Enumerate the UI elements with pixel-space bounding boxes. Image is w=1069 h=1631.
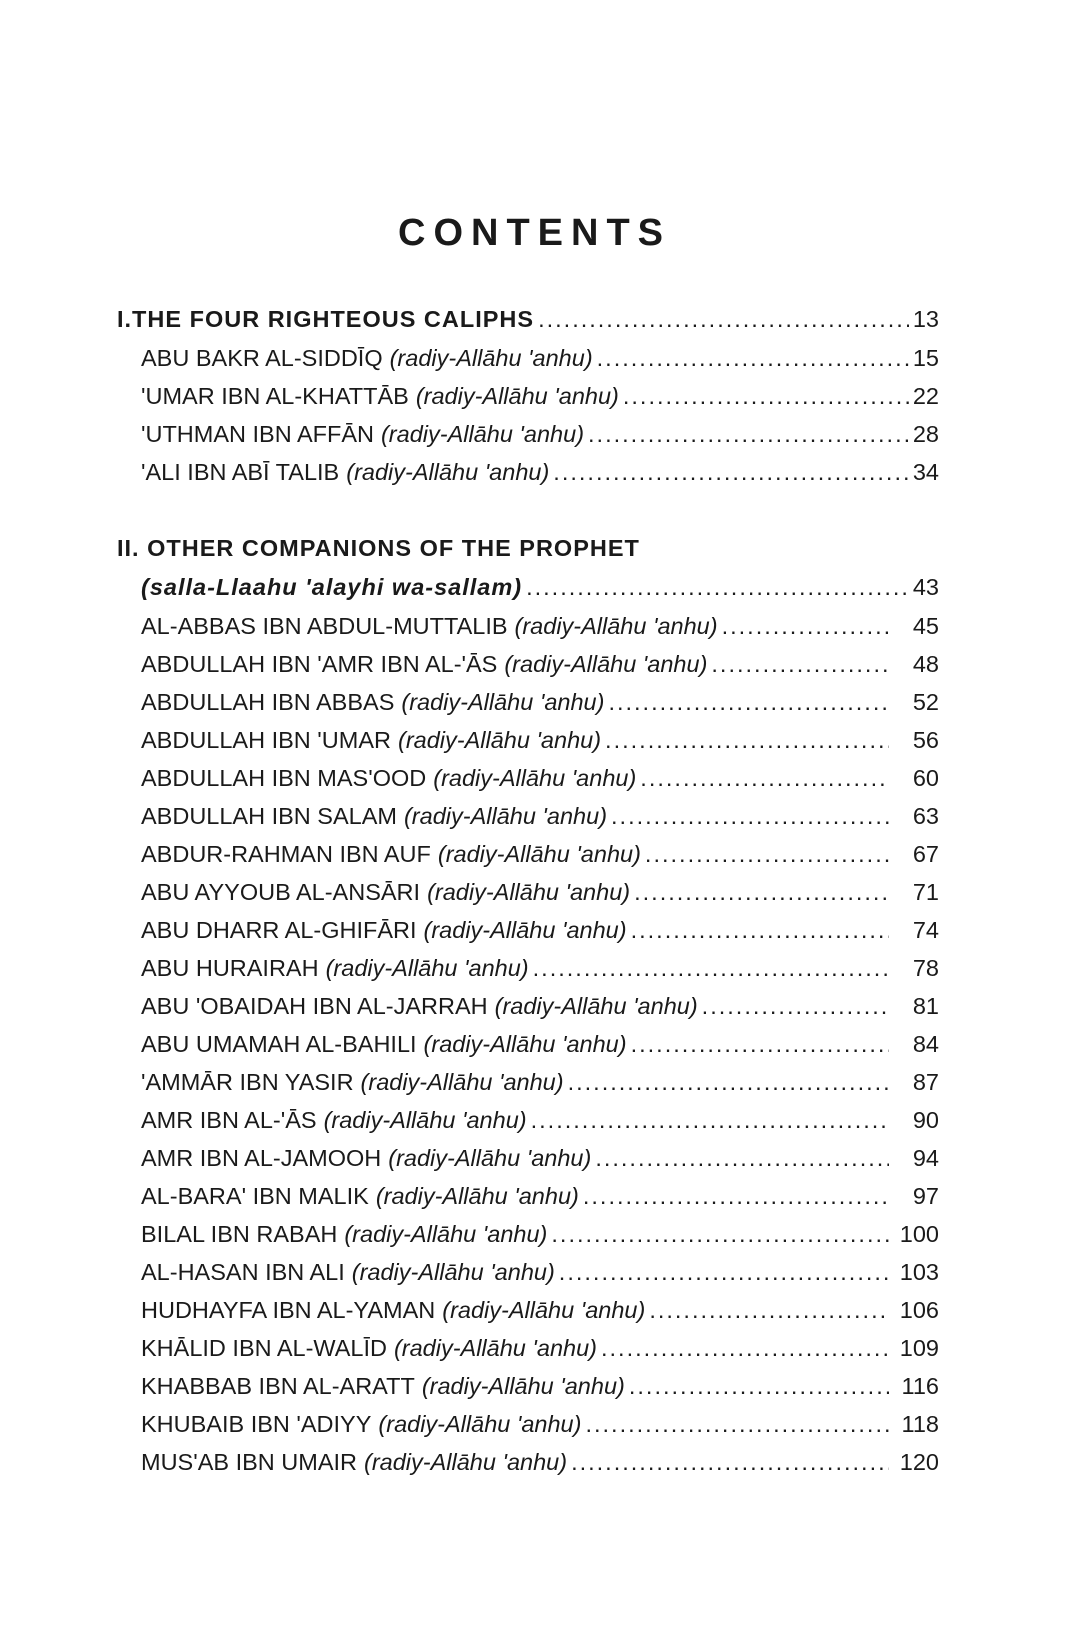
entry-name: ABDULLAH IBN 'UMAR <box>141 727 391 753</box>
entry-honorific: (radiy-Allāhu 'anhu) <box>437 841 641 867</box>
dot-leader <box>551 1219 889 1249</box>
toc-entry[interactable] <box>141 1371 939 1401</box>
entry-honorific: (radiy-Allāhu 'anhu) <box>375 1183 579 1209</box>
dot-leader <box>597 343 909 373</box>
toc-entry[interactable] <box>141 991 939 1021</box>
toc-entry[interactable] <box>141 1409 939 1439</box>
entry-honorific: (radiy-Allāhu 'anhu) <box>388 1145 592 1171</box>
section-heading-companions-line2[interactable] <box>141 572 939 602</box>
page-number: 22 <box>912 383 939 409</box>
entry-name: BILAL IBN RABAH <box>141 1221 338 1247</box>
dot-leader <box>533 953 889 983</box>
entry-honorific: (radiy-Allāhu 'anhu) <box>398 727 602 753</box>
toc-entry[interactable] <box>141 1333 939 1363</box>
entry-honorific: (radiy-Allāhu 'anhu) <box>401 689 605 715</box>
entry-honorific: (radiy-Allāhu 'anhu) <box>393 1335 597 1361</box>
dot-leader <box>623 381 909 411</box>
entry-honorific: (radiy-Allāhu 'anhu) <box>433 765 637 791</box>
entry-name: KHUBAIB IBN 'ADIYY <box>141 1411 372 1437</box>
page-number: 67 <box>912 841 939 867</box>
entry-honorific: (radiy-Allāhu 'anhu) <box>380 421 585 447</box>
entry-honorific: (radiy-Allāhu 'anhu) <box>323 1107 527 1133</box>
entry-name: ABDULLAH IBN SALAM <box>141 803 397 829</box>
dot-leader <box>711 649 889 679</box>
toc-entry[interactable] <box>141 419 939 449</box>
entry-name: ABDULLAH IBN 'AMR IBN AL-'ĀS <box>141 651 498 677</box>
page-number: 48 <box>912 651 939 677</box>
page-number: 116 <box>901 1373 939 1399</box>
toc-entry[interactable] <box>141 801 939 831</box>
toc-entry[interactable] <box>141 763 939 793</box>
entry-name: ABU HURAIRAH <box>141 955 319 981</box>
page-number: 34 <box>912 459 939 485</box>
entry-name: ABU UMAMAH AL-BAHILI <box>141 1031 417 1057</box>
entry-honorific: (radiy-Allāhu 'anhu) <box>346 459 550 485</box>
toc-entry[interactable] <box>141 839 939 869</box>
entry-honorific: (radiy-Allāhu 'anhu) <box>364 1449 568 1475</box>
page-number: 81 <box>912 993 939 1019</box>
section-title: I.THE FOUR RIGHTEOUS CALIPHS <box>117 306 535 332</box>
entry-name: KHĀLID IBN AL-WALĪD <box>141 1335 387 1361</box>
toc-entry[interactable] <box>141 877 939 907</box>
entry-name: ABDUR-RAHMAN IBN AUF <box>141 841 431 867</box>
entry-honorific: (radiy-Allāhu 'anhu) <box>421 1373 625 1399</box>
entry-name: ABU 'OBAIDAH IBN AL-JARRAH <box>141 993 488 1019</box>
page-number: 97 <box>912 1183 939 1209</box>
dot-leader <box>640 763 889 793</box>
toc-entry[interactable] <box>141 1181 939 1211</box>
entry-name: 'UTHMAN IBN AFFĀN <box>141 421 374 447</box>
toc-entry[interactable] <box>141 1219 939 1249</box>
page-number: 45 <box>912 613 939 639</box>
page-title: CONTENTS <box>398 212 671 254</box>
section-heading-caliphs[interactable] <box>117 304 939 334</box>
dot-leader <box>631 1029 889 1059</box>
toc-entry[interactable] <box>141 725 939 755</box>
entry-honorific: (radiy-Allāhu 'anhu) <box>351 1259 555 1285</box>
page-number: 63 <box>912 803 939 829</box>
entry-honorific: (radiy-Allāhu 'anhu) <box>504 651 708 677</box>
toc-entry[interactable] <box>141 915 939 945</box>
entry-name: 'AMMĀR IBN YASIR <box>141 1069 354 1095</box>
entry-honorific: (radiy-Allāhu 'anhu) <box>423 1031 627 1057</box>
dot-leader <box>538 304 909 334</box>
dot-leader <box>649 1295 889 1325</box>
page-number: 84 <box>912 1031 939 1057</box>
dot-leader <box>553 457 909 487</box>
entry-honorific: (radiy-Allāhu 'anhu) <box>325 955 529 981</box>
entry-name: 'UMAR IBN AL-KHATTĀB <box>141 383 409 409</box>
toc-entry[interactable] <box>141 343 939 373</box>
page-number: 28 <box>912 421 939 447</box>
dot-leader <box>722 611 889 641</box>
toc-entry[interactable] <box>141 381 939 411</box>
entry-name: ABU DHARR AL-GHIFĀRI <box>141 917 417 943</box>
page-number: 103 <box>899 1259 939 1285</box>
dot-leader <box>526 572 909 602</box>
section-honorific: (salla-Llaahu 'alayhi wa-sallam) <box>141 574 523 600</box>
entry-name: 'ALI IBN ABĪ TALIB <box>141 459 340 485</box>
dot-leader <box>629 1371 889 1401</box>
page-number: 15 <box>912 345 939 371</box>
page-number: 100 <box>899 1221 939 1247</box>
page-number: 109 <box>899 1335 939 1361</box>
page-number: 78 <box>912 955 939 981</box>
toc-entry[interactable] <box>141 611 939 641</box>
entry-honorific: (radiy-Allāhu 'anhu) <box>514 613 718 639</box>
entry-honorific: (radiy-Allāhu 'anhu) <box>494 993 698 1019</box>
entry-name: KHABBAB IBN AL-ARATT <box>141 1373 415 1399</box>
section-heading-companions[interactable]: II. OTHER COMPANIONS OF THE PROPHET <box>117 535 640 561</box>
dot-leader <box>588 419 909 449</box>
entry-name: AL-HASAN IBN ALI <box>141 1259 345 1285</box>
entry-honorific: (radiy-Allāhu 'anhu) <box>403 803 608 829</box>
entry-honorific: (radiy-Allāhu 'anhu) <box>423 917 627 943</box>
entry-honorific: (radiy-Allāhu 'anhu) <box>378 1411 582 1437</box>
entry-name: AMR IBN AL-'ĀS <box>141 1107 317 1133</box>
toc-entry[interactable] <box>141 1143 939 1173</box>
page-number: 71 <box>912 879 939 905</box>
dot-leader <box>645 839 889 869</box>
dot-leader <box>605 725 889 755</box>
dot-leader <box>611 801 889 831</box>
dot-leader <box>571 1447 889 1477</box>
entry-name: ABDULLAH IBN MAS'OOD <box>141 765 427 791</box>
dot-leader <box>559 1257 889 1287</box>
entry-name: AL-BARA' IBN MALIK <box>141 1183 369 1209</box>
page-number: 94 <box>912 1145 939 1171</box>
entry-name: ABDULLAH IBN ABBAS <box>141 689 395 715</box>
page-number: 106 <box>899 1297 939 1323</box>
page-number: 56 <box>912 727 939 753</box>
toc-entry[interactable] <box>141 649 939 679</box>
page-number: 13 <box>912 306 939 332</box>
dot-leader <box>601 1333 889 1363</box>
toc-entry[interactable] <box>141 1295 939 1325</box>
dot-leader <box>595 1143 889 1173</box>
entry-honorific: (radiy-Allāhu 'anhu) <box>344 1221 548 1247</box>
entry-honorific: (radiy-Allāhu 'anhu) <box>442 1297 646 1323</box>
toc-entry[interactable] <box>141 1257 939 1287</box>
entry-name: ABU BAKR AL-SIDDĪQ <box>141 345 383 371</box>
dot-leader <box>634 877 889 907</box>
dot-leader <box>702 991 889 1021</box>
entry-name: AL-ABBAS IBN ABDUL-MUTTALIB <box>141 613 508 639</box>
dot-leader <box>583 1181 889 1211</box>
dot-leader <box>608 687 889 717</box>
page-number: 118 <box>901 1411 939 1437</box>
page-number: 87 <box>912 1069 939 1095</box>
entry-name: AMR IBN AL-JAMOOH <box>141 1145 382 1171</box>
page-number: 74 <box>912 917 939 943</box>
toc-entry[interactable] <box>141 687 939 717</box>
toc-entry[interactable] <box>141 1447 939 1477</box>
page-number: 52 <box>912 689 939 715</box>
page-number: 43 <box>912 574 939 600</box>
page-number: 60 <box>912 765 939 791</box>
entry-name: HUDHAYFA IBN AL-YAMAN <box>141 1297 436 1323</box>
dot-leader <box>568 1067 889 1097</box>
toc-entry[interactable] <box>141 953 939 983</box>
entry-honorific: (radiy-Allāhu 'anhu) <box>427 879 631 905</box>
page-number: 120 <box>899 1449 939 1475</box>
dot-leader <box>631 915 889 945</box>
entry-honorific: (radiy-Allāhu 'anhu) <box>360 1069 564 1095</box>
toc-entry[interactable] <box>141 457 939 487</box>
toc-entry[interactable] <box>141 1029 939 1059</box>
entry-name: MUS'AB IBN UMAIR <box>141 1449 358 1475</box>
toc-entry[interactable] <box>141 1067 939 1097</box>
entry-name: ABU AYYOUB AL-ANSĀRI <box>141 879 421 905</box>
dot-leader <box>531 1105 889 1135</box>
toc-entry[interactable] <box>141 1105 939 1135</box>
entry-honorific: (radiy-Allāhu 'anhu) <box>389 345 593 371</box>
page-number: 90 <box>912 1107 939 1133</box>
dot-leader <box>585 1409 889 1439</box>
entry-honorific: (radiy-Allāhu 'anhu) <box>415 383 619 409</box>
